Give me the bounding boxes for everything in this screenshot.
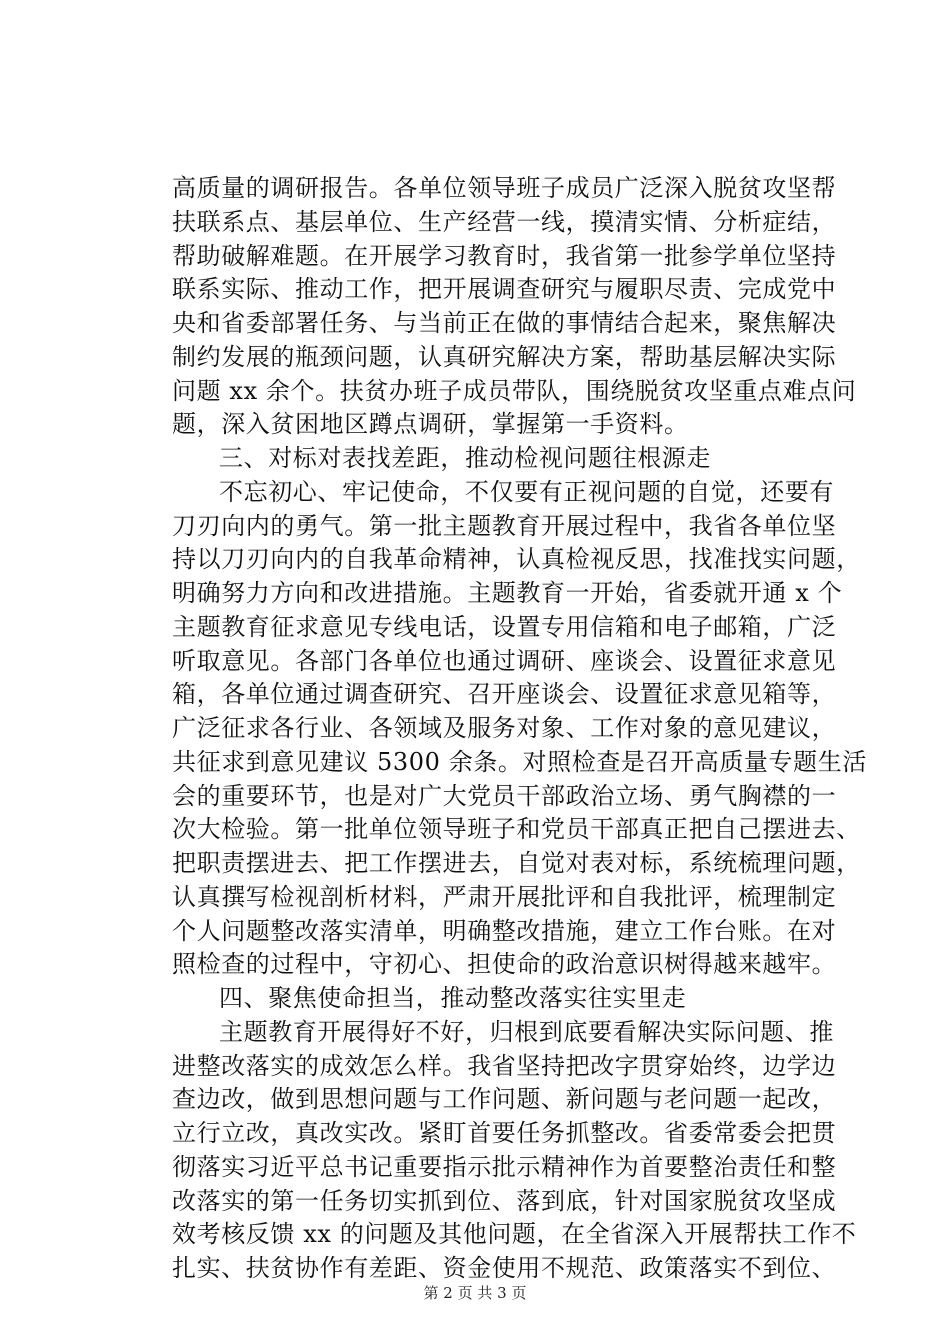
section-heading: 三、对标对表找差距，推动检视问题往根源走	[219, 444, 711, 472]
paragraph-line: 持以刀刃向内的自我革命精神，认真检视反思，找准找实问题，	[172, 545, 861, 574]
paragraph-line: 扶联系点、基层单位、生产经营一线，摸清实情、分析症结，	[172, 207, 837, 236]
paragraph-line: 刀刃向内的勇气。第一批主题教育开展过程中，我省各单位坚	[172, 511, 837, 540]
paragraph-line: 明确努力方向和改进措施。主题教育一开始，省委就开通 x 个	[172, 579, 843, 607]
paragraph-line: 个人问题整改落实清单，明确整改措施，建立工作台账。在对	[172, 916, 837, 945]
paragraph-line: 联系实际、推动工作，把开展调查研究与履职尽责、完成党中	[172, 275, 837, 304]
paragraph-line: 高质量的调研报告。各单位领导班子成员广泛深入脱贫攻坚帮	[172, 174, 837, 202]
paragraph-line: 听取意见。各部门各单位也通过调研、座谈会、设置征求意见	[172, 646, 837, 675]
paragraph-line: 彻落实习近平总书记重要指示批示精神作为首要整治责任和整	[172, 1152, 837, 1181]
paragraph-line: 制约发展的瓶颈问题，认真研究解决方案，帮助基层解决实际	[172, 342, 837, 371]
paragraph-line: 广泛征求各行业、各领域及服务对象、工作对象的意见建议，	[172, 714, 837, 742]
paragraph-line: 问题 xx 余个。扶贫办班子成员带队，围绕脱贫攻坚重点难点问	[172, 376, 857, 405]
section-heading: 四、聚焦使命担当，推动整改落实往实里走	[219, 984, 687, 1012]
paragraph-line: 会的重要环节，也是对广大党员干部政治立场、勇气胸襟的一	[172, 781, 837, 810]
paragraph-line: 共征求到意见建议 5300 余条。对照检查是召开高质量专题生活	[172, 747, 867, 776]
paragraph-line: 把职责摆进去、把工作摆进去，自觉对表对标，系统梳理问题，	[172, 849, 861, 877]
paragraph-line: 主题教育开展得好不好，归根到底要看解决实际问题、推	[219, 1017, 834, 1046]
document-body	[172, 172, 867, 1286]
paragraph-line: 效考核反馈 xx 的问题及其他问题，在全省深入开展帮扶工作不	[172, 1220, 857, 1249]
paragraph-line: 进整改落实的成效怎么样。我省坚持把改字贯穿始终，边学边	[172, 1051, 837, 1080]
paragraph-line: 改落实的第一任务切实抓到位、落到底，针对国家脱贫攻坚成	[172, 1186, 837, 1215]
paragraph-line: 照检查的过程中，守初心、担使命的政治意识树得越来越牢。	[172, 950, 837, 979]
paragraph-line: 题，深入贫困地区蹲点调研，掌握第一手资料。	[172, 410, 689, 439]
page-number-footer: 第 2 页 共 3 页	[423, 1284, 527, 1302]
paragraph-line: 不忘初心、牢记使命，不仅要有正视问题的自觉，还要有	[219, 477, 834, 506]
paragraph-line: 主题教育征求意见专线电话，设置专用信箱和电子邮箱，广泛	[172, 612, 837, 641]
paragraph-line: 认真撰写检视剖析材料，严肃开展批评和自我批评，梳理制定	[172, 882, 837, 911]
paragraph-line: 扎实、扶贫协作有差距、资金使用不规范、政策落实不到位、	[172, 1254, 837, 1282]
paragraph-line: 立行立改，真改实改。紧盯首要任务抓整改。省委常委会把贯	[172, 1119, 837, 1147]
paragraph-line: 查边改，做到思想问题与工作问题、新问题与老问题一起改，	[172, 1085, 837, 1114]
paragraph-line: 次大检验。第一批单位领导班子和党员干部真正把自己摆进去、	[172, 815, 861, 844]
paragraph-line: 箱，各单位通过调查研究、召开座谈会、设置征求意见箱等，	[172, 680, 837, 709]
paragraph-line: 央和省委部署任务、与当前正在做的事情结合起来，聚焦解决	[172, 309, 837, 337]
paragraph-line: 帮助破解难题。在开展学习教育时，我省第一批参学单位坚持	[172, 241, 837, 270]
